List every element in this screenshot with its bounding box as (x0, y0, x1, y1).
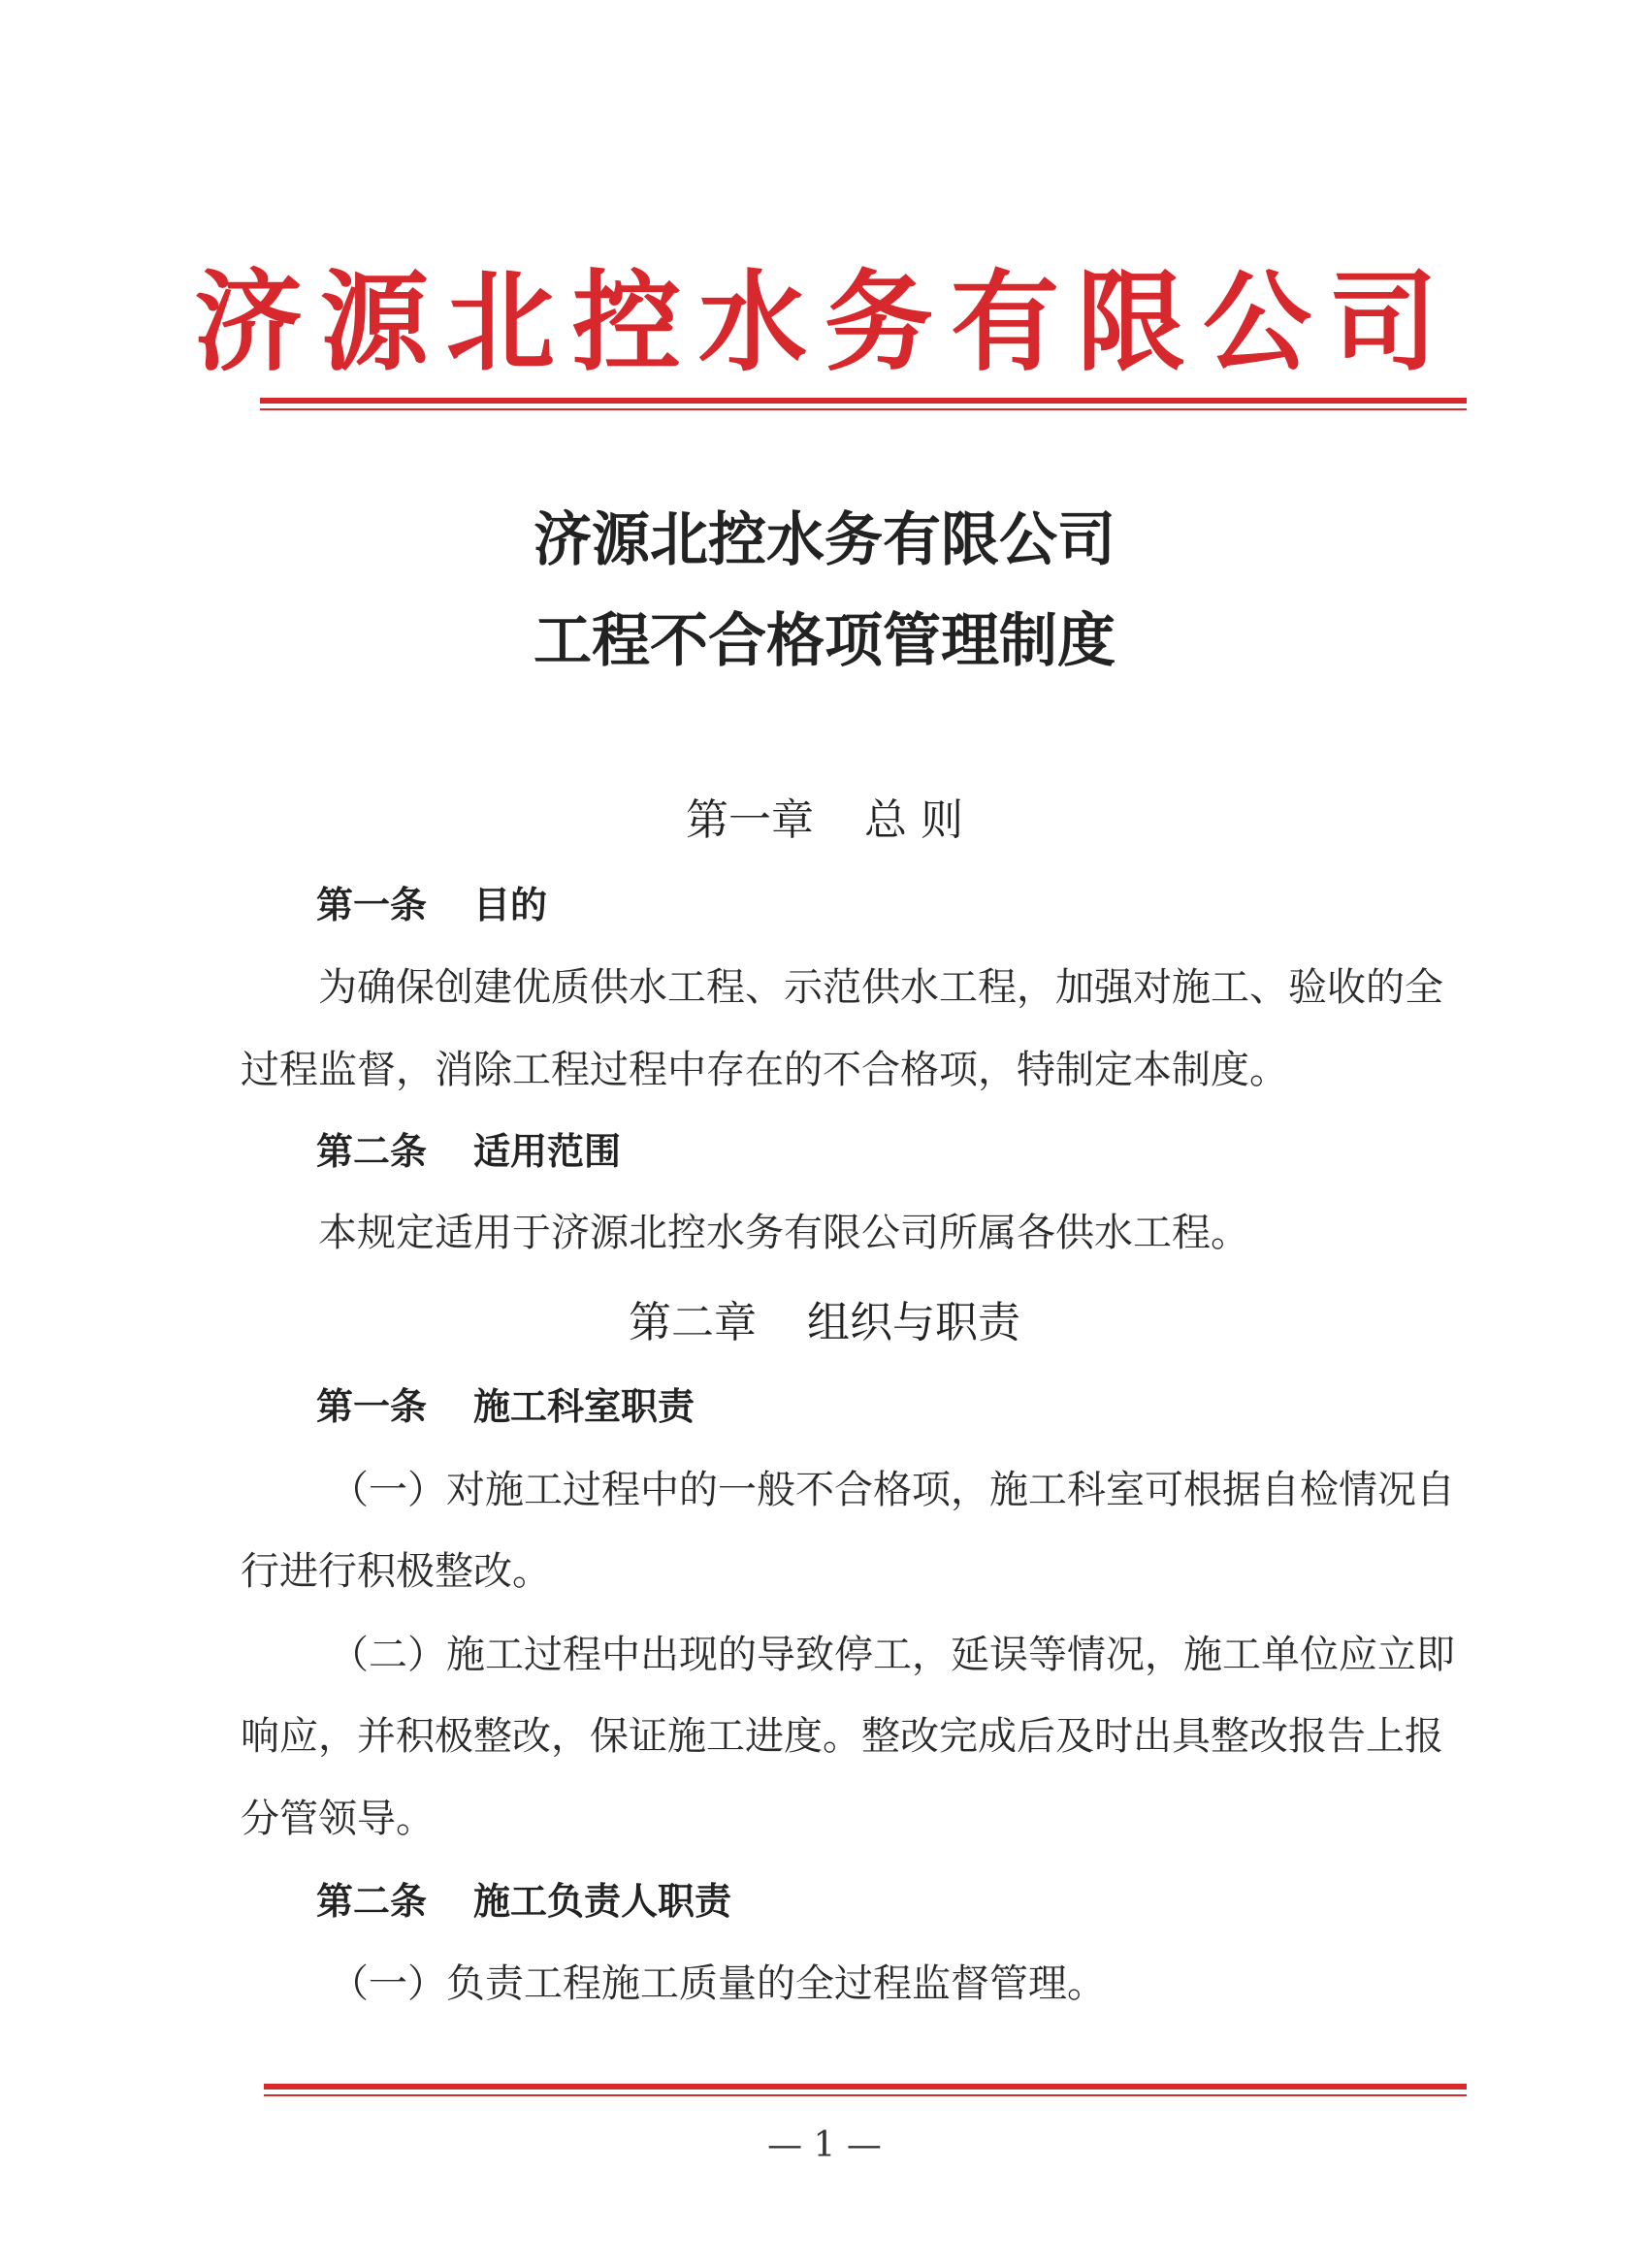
article-name: 施工科室职责 (473, 1384, 695, 1428)
chapter-1-article-1-line-1: 为确保创建优质供水工程、示范供水工程，加强对施工、验收的全 (318, 965, 1443, 1010)
chapter-2-article-1-item-2-line-3: 分管领导。 (241, 1797, 435, 1841)
chapter-2-article-1-item-2-line-1: （二）施工过程中出现的导致停工，延误等情况，施工单位应立即 (330, 1633, 1455, 1677)
letterhead-rule-thick (260, 398, 1467, 404)
chapter-1-article-2-heading (316, 1127, 621, 1176)
chapter-1-number: 第一章 (686, 795, 814, 845)
chapter-1-article-2-line-1: 本规定适用于济源北控水务有限公司所属各供水工程。 (318, 1211, 1249, 1255)
chapter-1-article-1-heading (316, 881, 547, 929)
chapter-2-name: 组织与职责 (807, 1298, 1020, 1347)
letterhead-rule-thin (260, 408, 1467, 410)
chapter-2-number: 第二章 (629, 1298, 757, 1347)
article-number: 第一条 (316, 1384, 428, 1428)
chapter-1-article-1-line-2: 过程监督，消除工程过程中存在的不合格项，特制定本制度。 (241, 1048, 1288, 1092)
chapter-2-article-2-heading (316, 1877, 731, 1926)
article-name: 目的 (473, 883, 548, 926)
page-number: — 1 — (767, 2125, 882, 2165)
article-number: 第二条 (316, 1129, 428, 1173)
chapter-2-article-1-item-1-line-2: 行进行积极整改。 (241, 1549, 551, 1594)
document-title-line-1: 济源北控水务有限公司 (534, 506, 1116, 574)
chapter-1-heading (0, 794, 1649, 848)
article-name: 施工负责人职责 (473, 1879, 732, 1923)
chapter-2-article-2-item-1-line-1: （一）负责工程施工质量的全过程监督管理。 (330, 1961, 1106, 2006)
chapter-2-heading (0, 1296, 1649, 1350)
chapter-2-article-1-item-2-line-2: 响应，并积极整改，保证施工进度。整改完成后及时出具整改报告上报 (241, 1714, 1443, 1759)
chapter-2-article-1-item-1-line-1: （一）对施工过程中的一般不合格项，施工科室可根据自检情况自 (330, 1468, 1455, 1512)
article-number: 第一条 (316, 883, 428, 926)
chapter-2-article-1-heading (316, 1382, 695, 1431)
footer-rule-thin (264, 2094, 1467, 2096)
chapter-1-name: 总 则 (864, 795, 963, 845)
document-title-line-2: 工程不合格项管理制度 (534, 607, 1116, 675)
article-name: 适用范围 (473, 1129, 622, 1173)
letterhead-company-name: 济源北控水务有限公司 (194, 259, 1455, 386)
footer-rule-thick (264, 2084, 1467, 2090)
article-number: 第二条 (316, 1879, 428, 1923)
